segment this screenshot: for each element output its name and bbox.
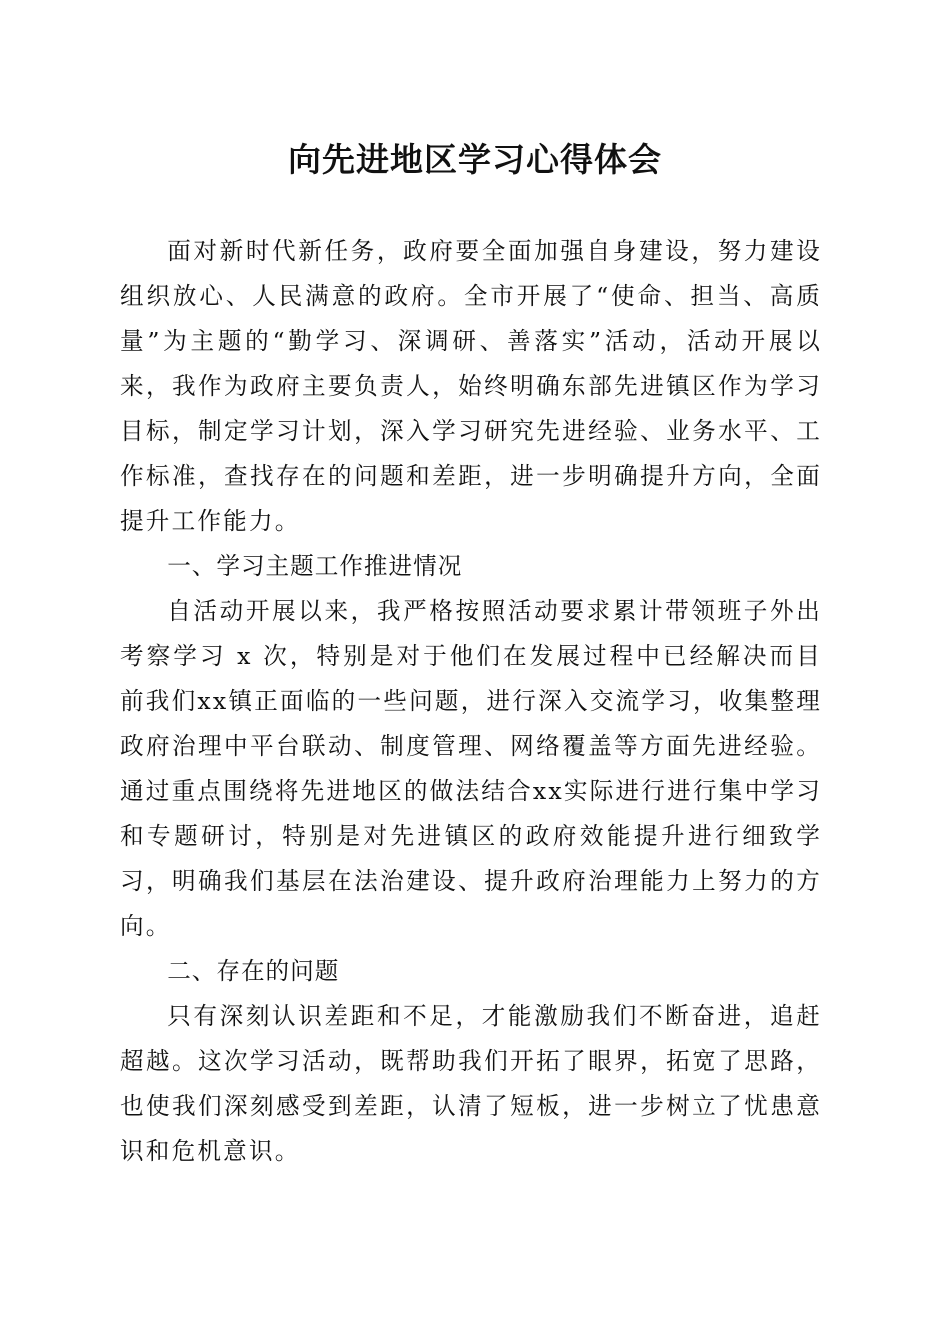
document-title: 向先进地区学习心得体会 [288,140,662,179]
intro-paragraph: 面对新时代新任务，政府要全面加强自身建设，努力建设组织放心、人民满意的政府。全市开展了“使命、担当、高质量”为主题的“勤学习、深调研、善落实”活动，活动开展以来，我作为政府主要负责人，始终明确东部先进镇区作为学习目标，制定学习计划，深入学习研究先进经验、业务水平、工作标准，查找存在的问题和差距，进一步明确提升方向，全面提升工作能力。 [120,237,822,535]
section-heading-progress: 一、学习主题工作推进情况 [167,552,463,580]
section-heading-problems: 二、存在的问题 [167,957,340,985]
document-body [120,229,822,1174]
section-paragraph-progress: 自活动开展以来，我严格按照活动要求累计带领班子外出考察学习 x 次，特别是对于他们在发展过程中已经解决而目前我们xx镇正面临的一些问题，进行深入交流学习，收集整理政府治理中平台联动、制度管理、网络覆盖等方面先进经验。通过重点围绕将先进地区的做法结合xx实际进行进行集中学习和专题研讨，特别是对先进镇区的政府效能提升进行细致学习，明确我们基层在法治建设、提升政府治理能力上努力的方向。 [120,597,822,940]
section-paragraph-problems: 只有深刻认识差距和不足，才能激励我们不断奋进，追赶超越。这次学习活动，既帮助我们开拓了眼界，拓宽了思路，也使我们深刻感受到差距，认清了短板，进一步树立了忧患意识和危机意识。 [120,1002,822,1165]
